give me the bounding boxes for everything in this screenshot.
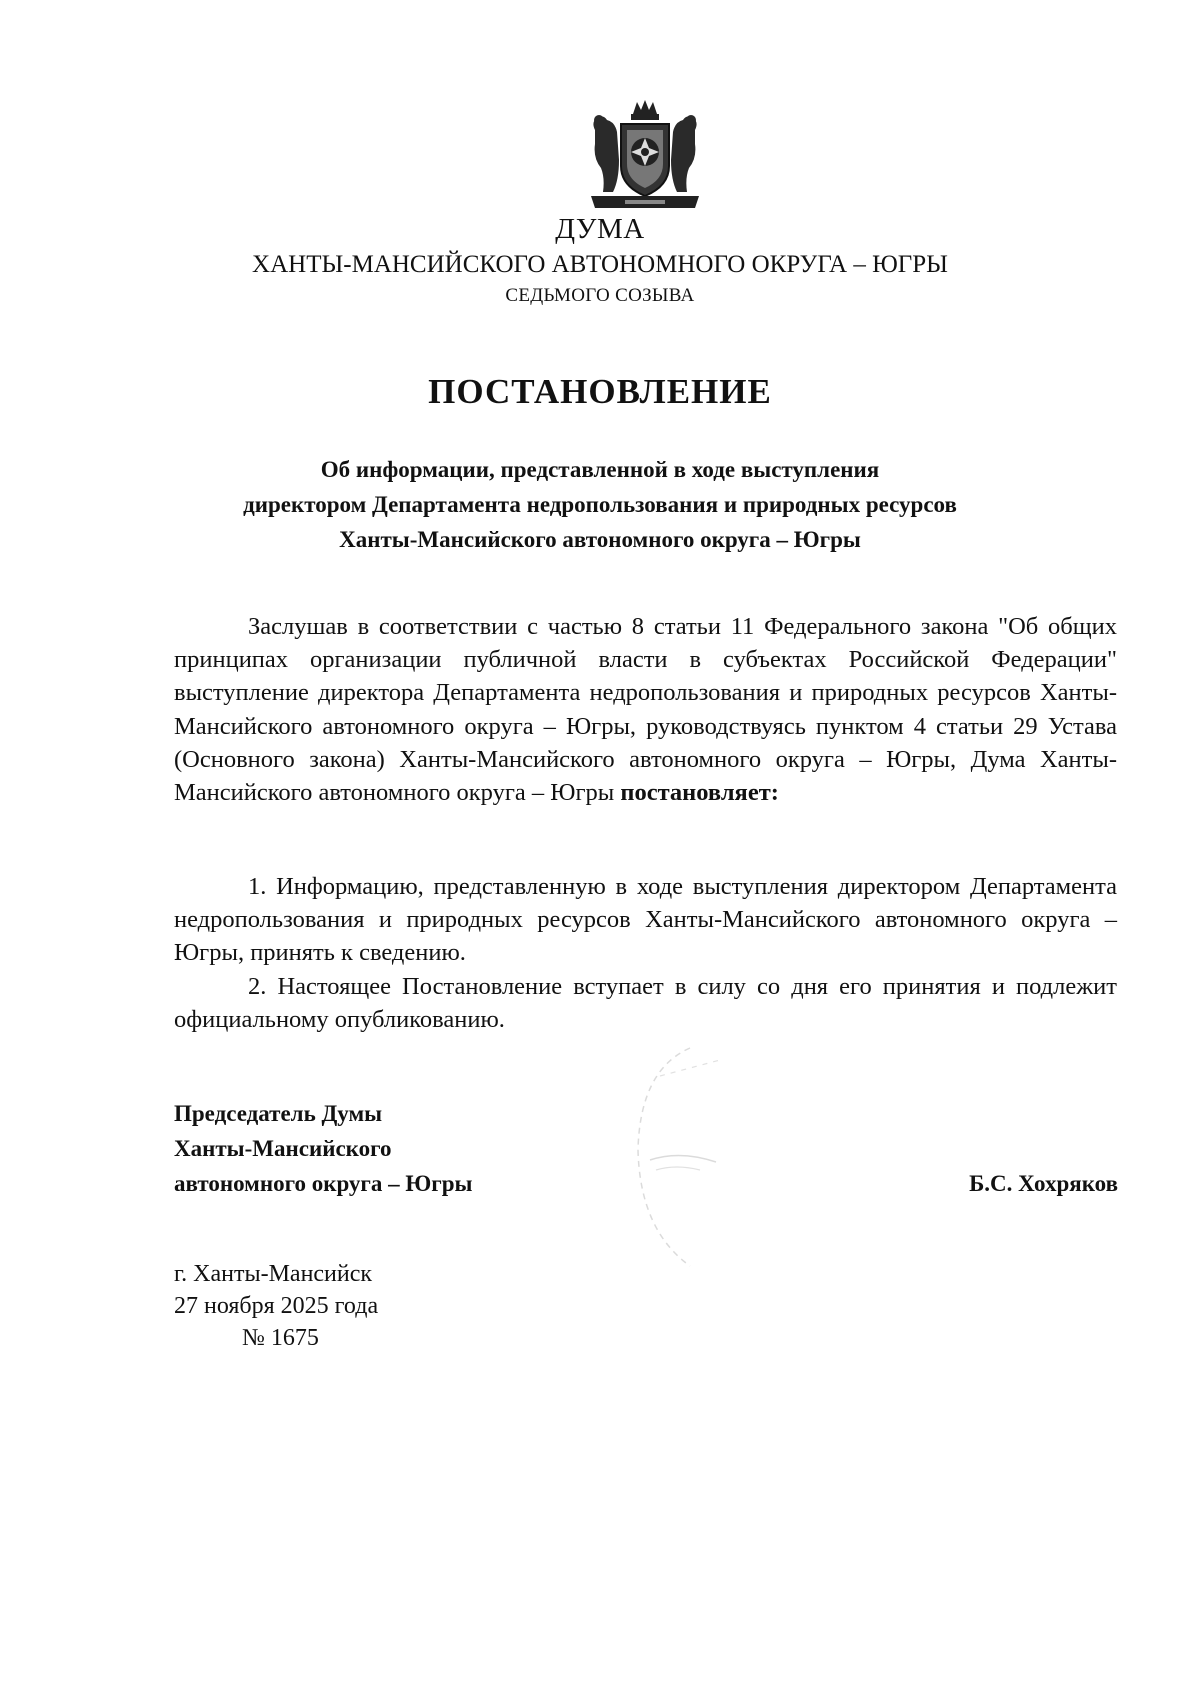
resolution-item-2: 2. Настоящее Постановление вступает в силу со дня его принятия и подлежит официальному опубликованию. bbox=[174, 973, 1117, 1034]
place-date-block bbox=[174, 1258, 378, 1354]
subject-line: Ханты-Мансийского автономного округа – Югры bbox=[339, 527, 861, 552]
body-name: ДУМА bbox=[555, 213, 645, 245]
signer-title-line: Председатель Думы bbox=[174, 1101, 383, 1126]
document-type-heading: ПОСТАНОВЛЕНИЕ bbox=[428, 372, 772, 411]
date: 27 ноября 2025 года bbox=[174, 1293, 379, 1319]
convocation: СЕДЬМОГО СОЗЫВА bbox=[505, 285, 695, 306]
signer-title-line: автономного округа – Югры bbox=[174, 1171, 473, 1196]
signer-title-line: Ханты-Мансийского bbox=[174, 1136, 392, 1161]
preamble-resolution-word: постановляет: bbox=[620, 779, 779, 807]
document-subject bbox=[0, 452, 1200, 557]
document-number: № 1675 bbox=[242, 1325, 319, 1351]
seal-stamp-icon bbox=[620, 1040, 760, 1270]
signer-title bbox=[174, 1096, 472, 1201]
signer-name: Б.С. Хохряков bbox=[969, 1171, 1118, 1196]
place: г. Ханты-Мансийск bbox=[174, 1261, 373, 1287]
preamble-paragraph bbox=[174, 610, 1117, 809]
coat-of-arms-emblem-icon bbox=[585, 100, 705, 216]
subject-line: директором Департамента недропользования и природных ресурсов bbox=[243, 492, 957, 517]
okrug-name: ХАНТЫ-МАНСИЙСКОГО АВТОНОМНОГО ОКРУГА – ЮГРЫ bbox=[252, 251, 948, 278]
preamble-text: Заслушав в соответствии с частью 8 статьи 11 Федерального закона "Об общих принципах организации публичной власти в субъектах Российской Федерации" выступление директора Департамента недропользования и природных ресурсов Ханты-Мансийского автономного округа – Югры, руководствуясь пунктом 4 статьи 29 Устава (Основного закона) Ханты-Мансийского автономного округа – Югры, Дума Ханты-Мансийского автономного округа – Югры bbox=[174, 613, 1117, 807]
subject-line: Об информации, представленной в ходе выступления bbox=[320, 457, 880, 482]
resolution-item-1: 1. Информацию, представленную в ходе выступления директором Департамента недропользования и природных ресурсов Ханты-Мансийского автономного округа – Югры, принять к сведению. bbox=[174, 873, 1117, 967]
